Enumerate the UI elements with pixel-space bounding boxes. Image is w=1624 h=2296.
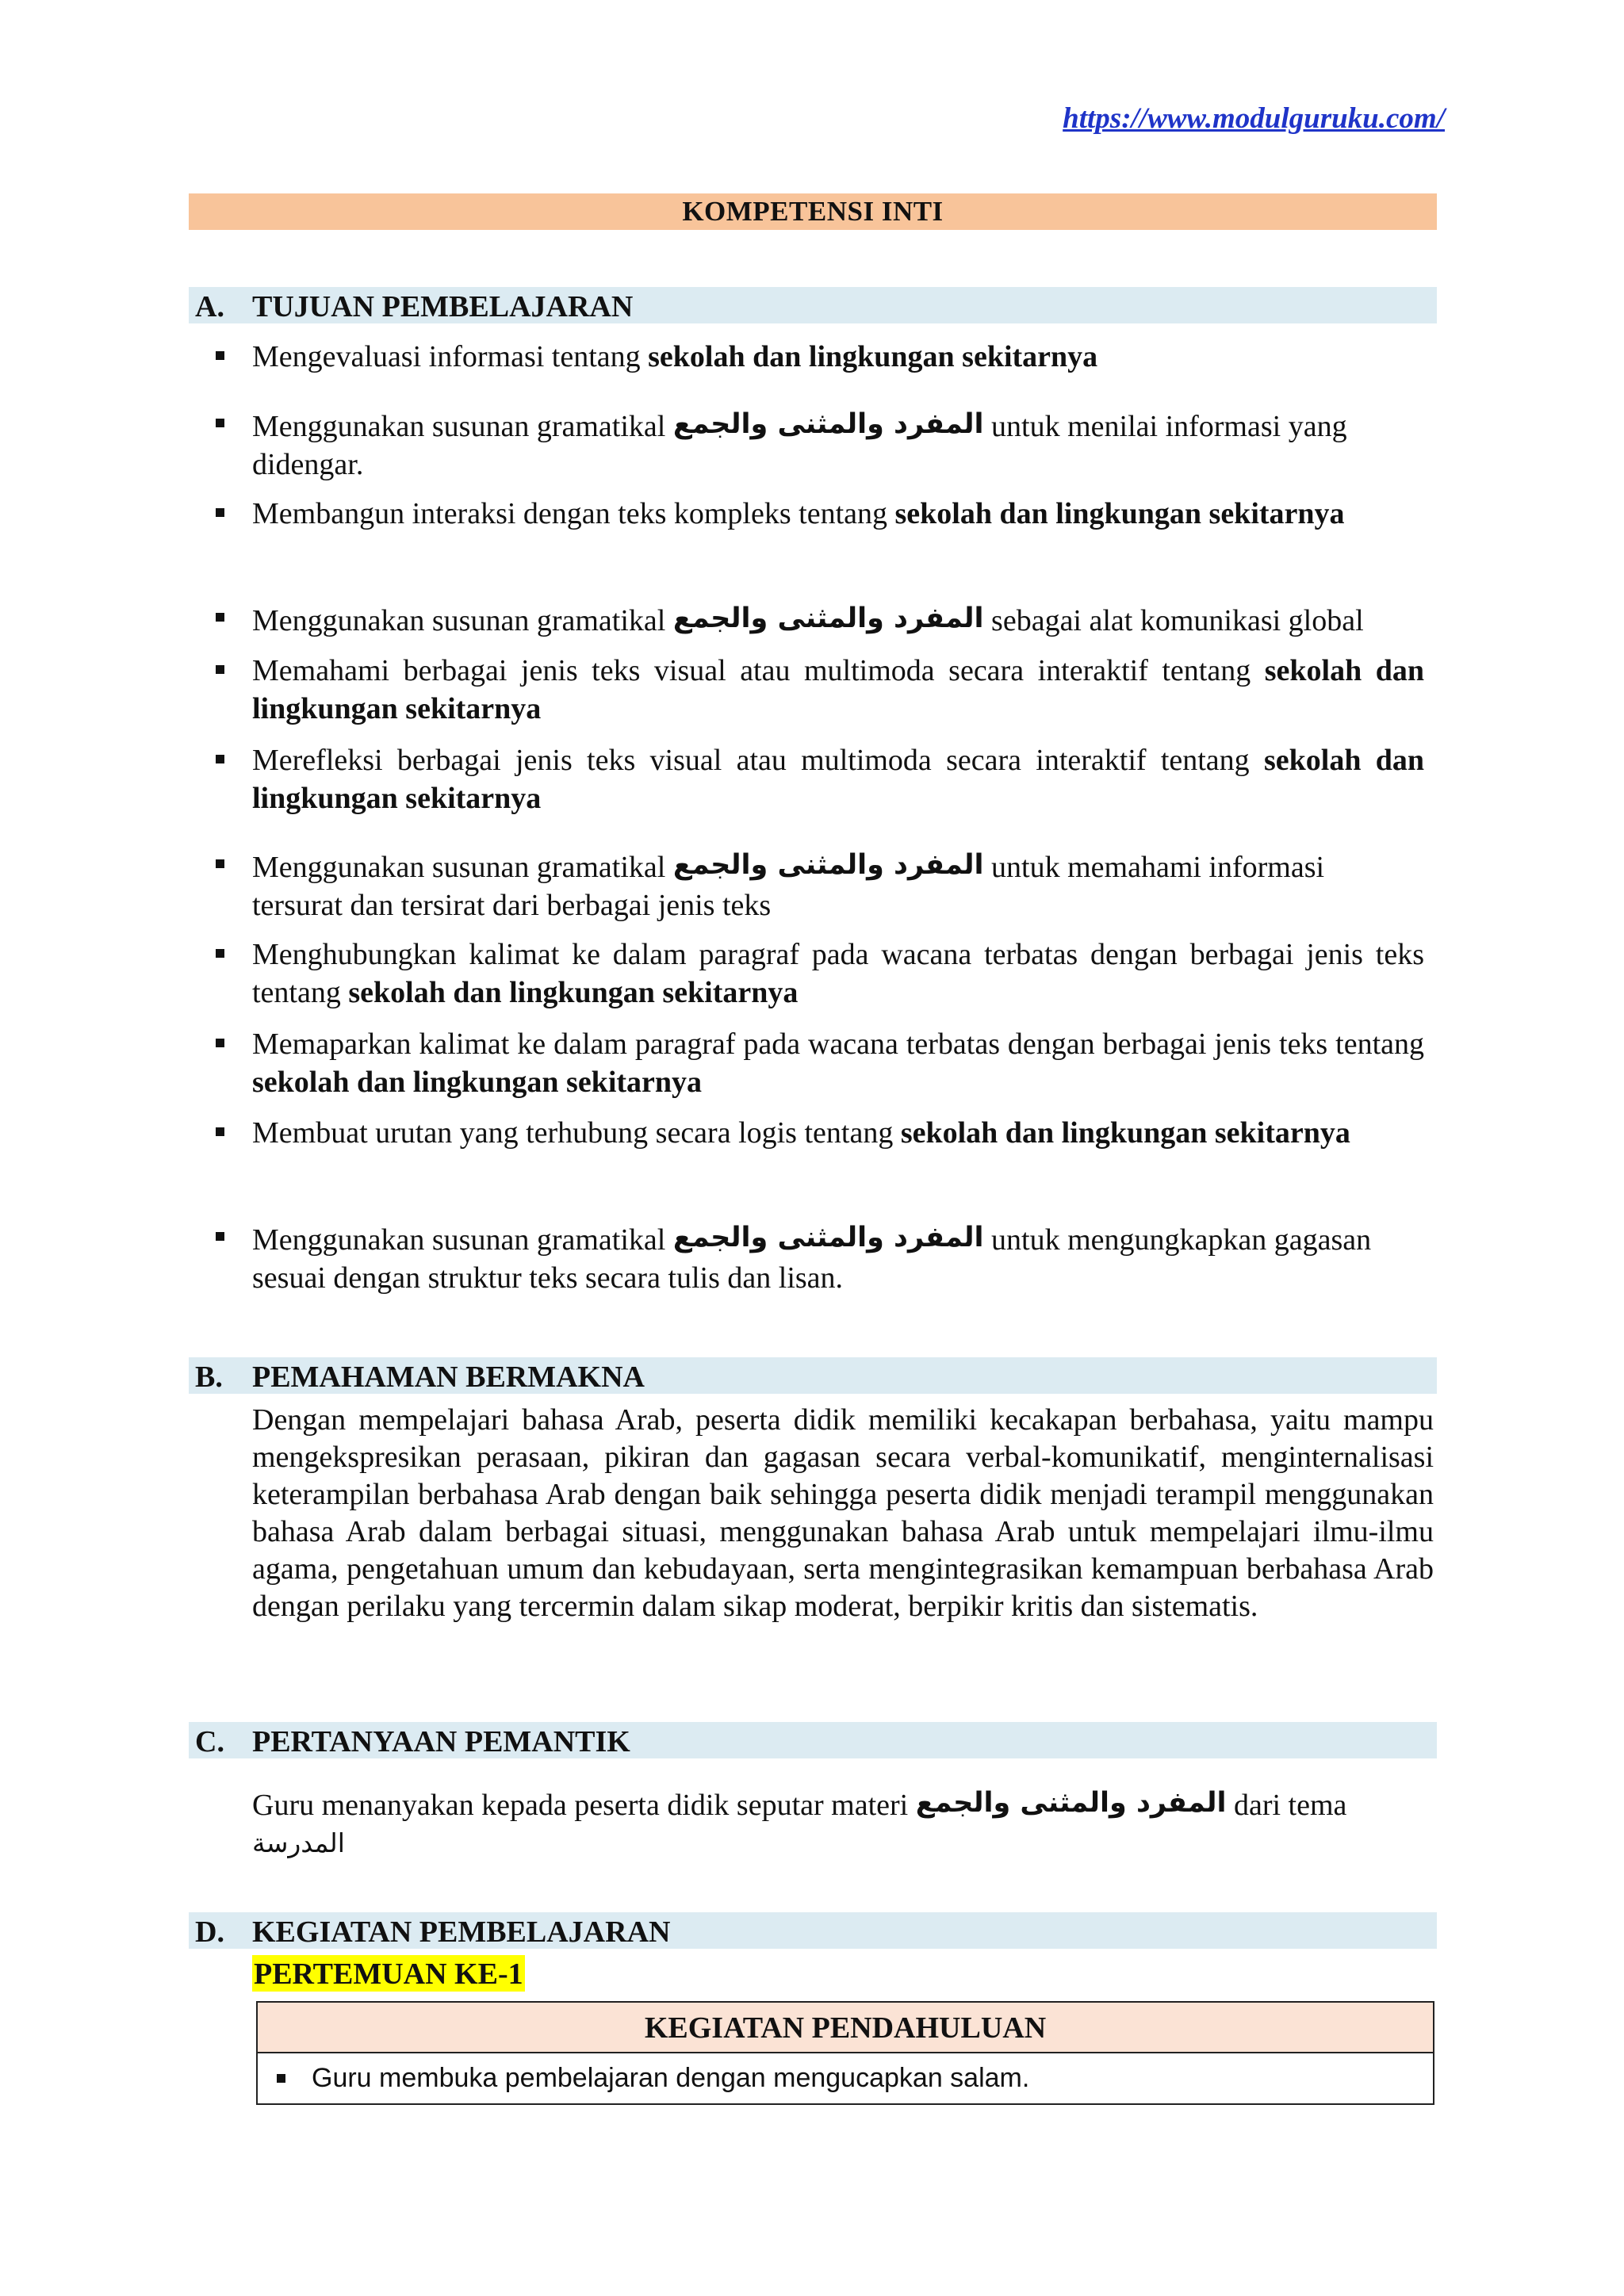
objective-item-3: Membangun interaksi dengan teks kompleks tentang sekolah dan lingkungan sekitarnya [252, 495, 1424, 533]
bullet-icon [216, 1039, 224, 1047]
arabic-term: المفرد والمثنى والجمع [672, 849, 984, 881]
bullet-icon [216, 665, 224, 674]
pertanyaan-pemantik-text: Guru menanyakan kepada peserta didik seputar materi المفرد والمثنى والجمع dari tema المدرسة [252, 1784, 1434, 1865]
section-letter: B. [195, 1360, 223, 1394]
bullet-icon [216, 1232, 224, 1241]
section-title: TUJUAN PEMBELAJARAN [252, 290, 634, 323]
arabic-term: المفرد والمثنى والجمع [672, 1222, 984, 1253]
activity-table [256, 2001, 1434, 2105]
section-title: PEMAHAMAN BERMAKNA [252, 1360, 645, 1394]
pemahaman-bermakna-paragraph: Dengan mempelajari bahasa Arab, peserta didik memiliki kecakapan berbahasa, yaitu mampu mengekspresikan perasaan, pikiran dan gagasan secara verbal-komunikatif, menginternalisasi keterampilan berbahasa Arab dengan baik sehingga peserta didik menjadi terampil menggunakan bahasa Arab dalam berbagai situasi, menggunakan bahasa Arab untuk mempelajari ilmu-ilmu agama, pengetahuan umum dan kebudayaan, serta mengintegrasikan kemampuan berbahasa Arab dengan perilaku yang tercermin dalam sikap moderat, berpikir kritis dan sistematis. [252, 1403, 1434, 1623]
section-d-heading [189, 1912, 1437, 1949]
objective-item-9: Memaparkan kalimat ke dalam paragraf pada wacana terbatas dengan berbagai jenis teks tentang sekolah dan lingkungan sekitarnya [252, 1025, 1424, 1101]
section-title: KEGIATAN PEMBELAJARAN [252, 1915, 671, 1949]
arabic-term: المفرد والمثنى والجمع [672, 603, 984, 634]
bullet-icon [216, 613, 224, 622]
bullet-icon [216, 1127, 224, 1136]
table-row-text: Guru membuka pembelajaran dengan mengucapkan salam. [312, 2063, 1030, 2093]
objective-item-8: Menghubungkan kalimat ke dalam paragraf pada wacana terbatas dengan berbagai jenis teks tentang sekolah dan lingkungan sekitarnya [252, 936, 1424, 1012]
bullet-icon [277, 2074, 285, 2083]
section-a-heading [189, 287, 1437, 323]
objective-item-6: Merefleksi berbagai jenis teks visual atau multimoda secara interaktif tentang sekolah dan lingkungan sekitarnya [252, 741, 1424, 817]
section-letter: D. [195, 1915, 224, 1949]
bullet-icon [216, 508, 224, 517]
objective-item-10: Membuat urutan yang terhubung secara logis tentang sekolah dan lingkungan sekitarnya [252, 1114, 1424, 1152]
section-letter: C. [195, 1725, 224, 1758]
objective-item-1: Mengevaluasi informasi tentang sekolah dan lingkungan sekitarnya [252, 338, 1424, 376]
meeting-label: PERTEMUAN KE-1 [252, 1955, 525, 1992]
objective-item-4: Menggunakan susunan gramatikal المفرد والمثنى والجمع sebagai alat komunikasi global [252, 599, 1424, 640]
bullet-icon [216, 351, 224, 360]
section-title: PERTANYAAN PEMANTIK [252, 1725, 630, 1758]
activity-table-header: KEGIATAN PENDAHULUAN [258, 2003, 1433, 2053]
section-letter: A. [195, 290, 224, 323]
bullet-icon [216, 755, 224, 763]
bullet-icon [216, 949, 224, 958]
objective-item-11: Menggunakan susunan gramatikal المفرد والمثنى والجمع untuk mengungkapkan gagasan sesuai dengan struktur teks secara tulis dan lisan. [252, 1219, 1424, 1297]
arabic-term: المفرد والمثنى والجمع [672, 408, 984, 440]
objective-item-5: Memahami berbagai jenis teks visual atau multimoda secara interaktif tentang sekolah dan lingkungan sekitarnya [252, 652, 1424, 728]
arabic-term: المفرد والمثنى والجمع [915, 1787, 1227, 1819]
table-row [258, 2053, 1433, 2103]
kompetensi-inti-heading: KOMPETENSI INTI [189, 193, 1437, 230]
objective-item-2: Menggunakan susunan gramatikal المفرد والمثنى والجمع untuk menilai informasi yang didengar. [252, 405, 1424, 484]
section-b-heading [189, 1357, 1437, 1394]
bullet-icon [216, 859, 224, 868]
section-c-heading [189, 1722, 1437, 1758]
objective-item-7: Menggunakan susunan gramatikal المفرد والمثنى والجمع untuk memahami informasi tersurat dan tersirat dari berbagai jenis teks [252, 846, 1424, 924]
bullet-icon [216, 419, 224, 427]
website-url-link[interactable]: https://www.modulguruku.com/ [1063, 102, 1445, 135]
arabic-theme: المدرسة [252, 1827, 345, 1858]
